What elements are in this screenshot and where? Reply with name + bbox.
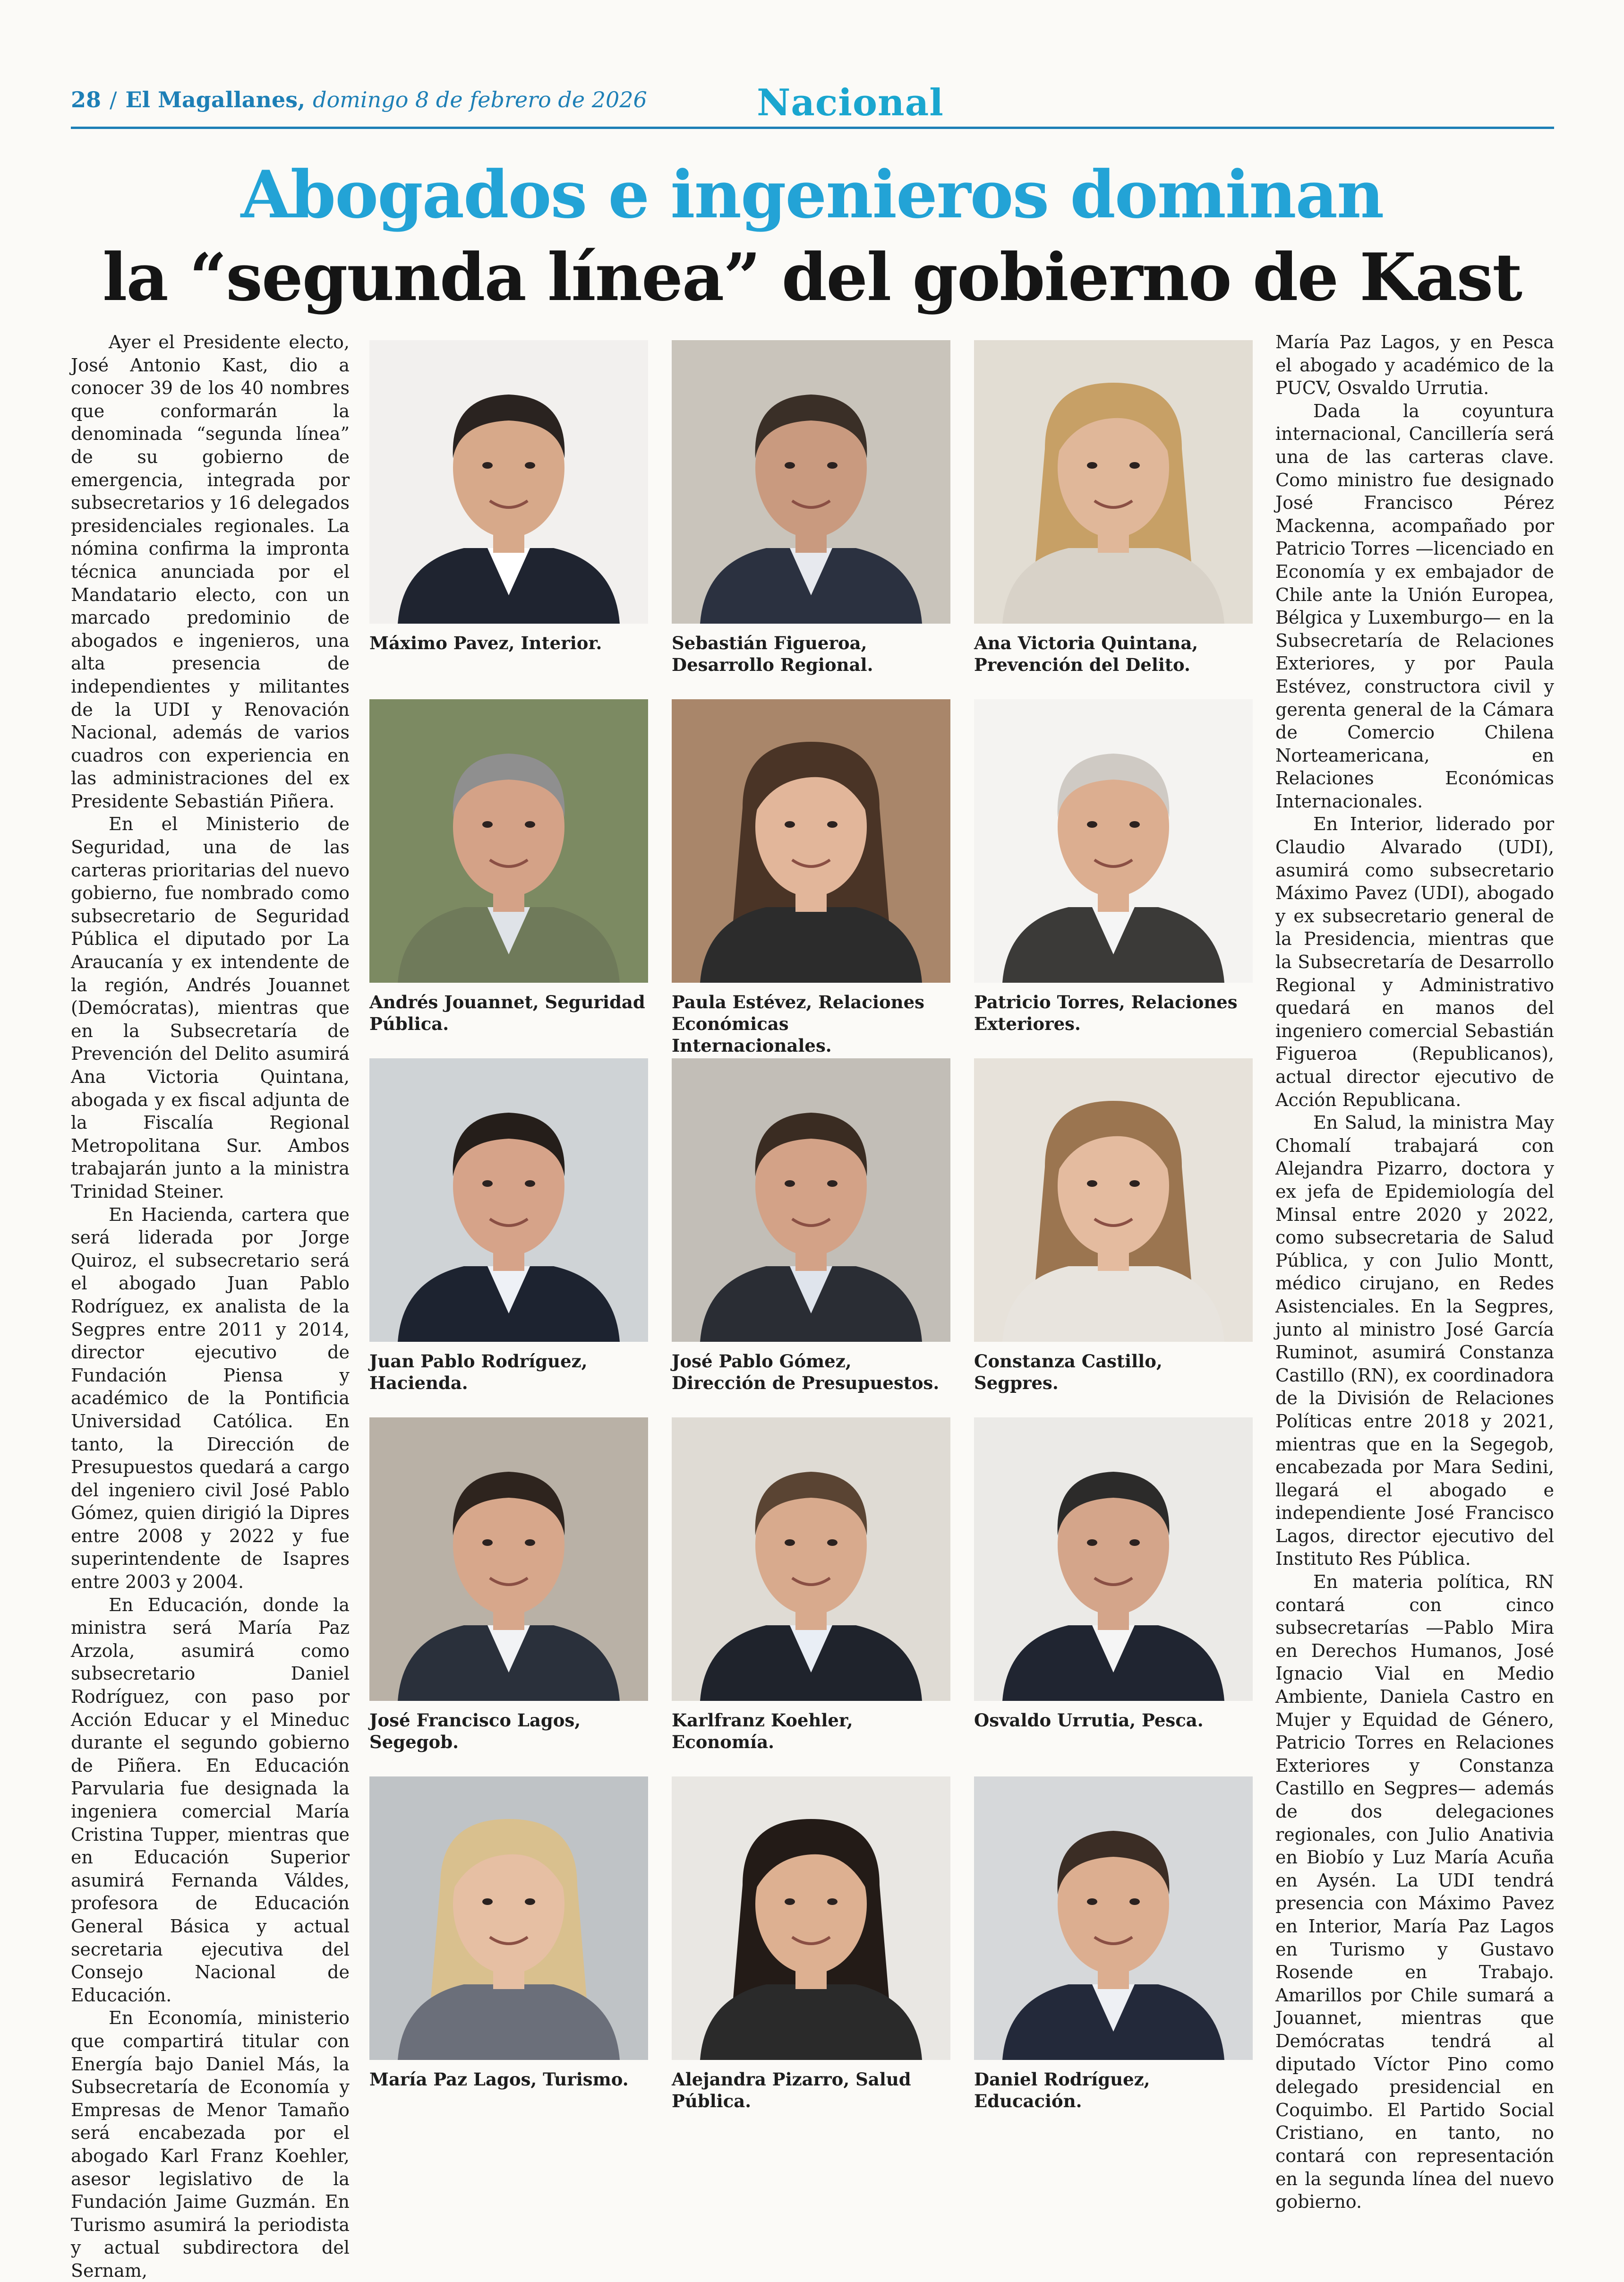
headline-line-2: la “segunda línea” del gobierno de Kast bbox=[103, 239, 1521, 316]
portrait-card bbox=[974, 1776, 1253, 2129]
portrait-card bbox=[369, 1417, 648, 1770]
article-paragraph: En Interior, liderado por Claudio Alvarado (UDI), asumirá como subsecretario Máximo Pavez (UDI), abogado y ex subsecretario general de la Presidencia, mientras que la Subsecretaría de Desarrollo Regional y Administrativo quedará en manos del ingeniero comercial Sebastián Figueroa (Republicanos), actual director ejecutivo de Acción Republicana. bbox=[1275, 814, 1554, 1110]
article-paragraph: En materia política, RN contará con cinco subsecretarías —Pablo Mira en Derechos Humanos, José Ignacio Vial en Medio Ambiente, Daniela Castro en Mujer y Equidad de Género, Patricio Torres en Relaciones Exteriores y Constanza Castillo en Segpres— además de dos delegaciones regionales, con Julio Anativia en Biobío y Luz María Acuña en Aysén. La UDI tendrá presencia con Máximo Pavez en Interior, María Paz Lagos en Turismo y Gustavo Rosende en Trabajo. Amarillos por Chile sumará a Jouannet, mientras que Demócratas tendrá al diputado Víctor Pino como delegado presidencial en Coquimbo. El Partido Social Cristiano, en tanto, no contará con representación en la segunda línea del nuevo gobierno. bbox=[1275, 1571, 1554, 2213]
portrait-eye-right bbox=[1129, 1180, 1140, 1187]
portrait-caption: José Pablo Gómez, Dirección de Presupuestos. bbox=[672, 1351, 940, 1393]
portrait-card bbox=[974, 1417, 1253, 1770]
portrait-card bbox=[672, 1417, 950, 1770]
page-header bbox=[71, 83, 1554, 126]
portrait-eye-right bbox=[525, 1898, 535, 1905]
portrait-eye-left bbox=[482, 1180, 493, 1187]
portrait-eye-right bbox=[525, 1539, 535, 1546]
portrait-photo bbox=[672, 340, 950, 624]
portrait-eye-left bbox=[785, 1180, 795, 1187]
header-rule bbox=[71, 127, 1554, 129]
portrait-eye-right bbox=[827, 1898, 838, 1905]
portrait-eye-left bbox=[1087, 1180, 1097, 1187]
portrait-illustration bbox=[672, 699, 950, 983]
portrait-eye-right bbox=[1129, 1539, 1140, 1546]
portrait-grid bbox=[369, 340, 1257, 2111]
portrait-photo bbox=[974, 1058, 1253, 1342]
portrait-illustration bbox=[369, 1058, 648, 1342]
portrait-eye-left bbox=[1087, 1539, 1097, 1546]
portrait-illustration bbox=[974, 1776, 1253, 2060]
portrait-photo bbox=[672, 1776, 950, 2060]
article-paragraph: En Hacienda, cartera que será liderada por Jorge Quiroz, el subsecretario será el abogado Juan Pablo Rodríguez, ex analista de la Segpres entre 2011 y 2014, director ejecutivo de Fundación Piensa y académico de la Pontificia Universidad Católica. En tanto, la Dirección de Presupuestos quedará a cargo del ingeniero civil José Pablo Gómez, quien dirigió la Dipres entre 2008 y 2022 y fue superintendente de Isapres entre 2003 y 2004. bbox=[71, 1204, 350, 1593]
portrait-eye-right bbox=[525, 462, 535, 469]
portrait-eye-right bbox=[525, 821, 535, 828]
portrait-photo bbox=[672, 1058, 950, 1342]
portrait-illustration bbox=[974, 1417, 1253, 1701]
portrait-caption: Juan Pablo Rodríguez, Hacienda. bbox=[369, 1351, 588, 1393]
portrait-card bbox=[974, 1058, 1253, 1411]
portrait-eye-right bbox=[1129, 462, 1140, 469]
folio bbox=[71, 87, 647, 112]
portrait-photo bbox=[369, 1417, 648, 1701]
article-paragraph: María Paz Lagos, y en Pesca el abogado y académico de la PUCV, Osvaldo Urrutia. bbox=[1275, 332, 1554, 399]
portrait-photo bbox=[369, 1776, 648, 2060]
portrait-caption: Osvaldo Urrutia, Pesca. bbox=[974, 1710, 1204, 1731]
portrait-illustration bbox=[974, 340, 1253, 624]
portrait-illustration bbox=[369, 340, 648, 624]
portrait-illustration bbox=[974, 699, 1253, 983]
portrait-caption: Paula Estévez, Relaciones Económicas Internacionales. bbox=[672, 992, 924, 1056]
article-paragraph: En Salud, la ministra May Chomalí trabajará con Alejandra Pizarro, doctora y ex jefa de Epidemiología del Minsal entre 2020 y 2022, como subsecretaria de Salud Pública, y con Julio Montt, médico cirujano, en Redes Asistenciales. En la Segpres, junto al ministro José García Ruminot, asumirá Constanza Castillo (RN), ex coordinadora de la División de Relaciones Políticas entre 2018 y 2021, mientras que en la Segegob, encabezada por Mara Sedini, llegará el abogado e independiente José Francisco Lagos, director ejecutivo del Instituto Res Pública. bbox=[1275, 1112, 1554, 1570]
portrait-card bbox=[369, 1776, 648, 2129]
page-number: 28 bbox=[71, 87, 102, 112]
portrait-illustration bbox=[369, 699, 648, 983]
portrait-card bbox=[672, 1058, 950, 1411]
portrait-eye-right bbox=[827, 462, 838, 469]
issue-date: domingo 8 de febrero de 2026 bbox=[313, 87, 647, 112]
article-right-column bbox=[1275, 331, 1554, 2213]
portrait-illustration bbox=[974, 1058, 1253, 1342]
portrait-eye-right bbox=[1129, 821, 1140, 828]
portrait-eye-left bbox=[785, 1539, 795, 1546]
portrait-card bbox=[672, 1776, 950, 2129]
portrait-eye-right bbox=[525, 1180, 535, 1187]
portrait-illustration bbox=[369, 1417, 648, 1701]
portrait-photo bbox=[672, 699, 950, 983]
portrait-eye-right bbox=[827, 821, 838, 828]
portrait-caption: José Francisco Lagos, Segegob. bbox=[369, 1710, 581, 1752]
portrait-photo bbox=[974, 340, 1253, 624]
portrait-photo bbox=[974, 1417, 1253, 1701]
newspaper-name: El Magallanes, bbox=[125, 87, 306, 112]
portrait-eye-left bbox=[1087, 462, 1097, 469]
portrait-photo bbox=[974, 699, 1253, 983]
portrait-eye-right bbox=[827, 1180, 838, 1187]
portrait-eye-left bbox=[482, 821, 493, 828]
portrait-caption: Andrés Jouannet, Seguridad Pública. bbox=[369, 992, 645, 1034]
article-paragraph: Ayer el Presidente electo, José Antonio Kast, dio a conocer 39 de los 40 nombres que conformarán la denominada “segunda línea” de su gobierno de emergencia, integrada por subsecretarios y 16 delegados presidenciales regionales. La nómina confirma la impronta técnica anunciada por el Mandatario electo, con un marcado predominio de abogados e ingenieros, una alta presencia de independientes y militantes de la UDI y Renovación Nacional, además de varios cuadros con experiencia en las administraciones del ex Presidente Sebastián Piñera. bbox=[71, 332, 350, 812]
portrait-eye-right bbox=[827, 1539, 838, 1546]
section-title: Nacional bbox=[757, 81, 944, 124]
article-paragraph: En Educación, donde la ministra será María Paz Arzola, asumirá como subsecretario Daniel Rodríguez, con paso por Acción Educar y el Mineduc durante el segundo gobierno de Piñera. En Educación Parvularia fue designada la ingeniera comercial María Cristina Tupper, mientras que en Educación Superior asumirá Fernanda Váldes, profesora de Educación General Básica y actual secretaria ejecutiva del Consejo Nacional de Educación. bbox=[71, 1594, 350, 2006]
portrait-eye-left bbox=[482, 1539, 493, 1546]
portrait-card bbox=[672, 699, 950, 1056]
article-paragraph: Dada la coyuntura internacional, Cancillería será una de las carteras clave. Como ministro fue designado José Francisco Pérez Mackenna, acompañado por Patricio Torres —licenciado en Economía y ex embajador de Chile ante la Unión Europea, Bélgica y Luxemburgo— en la Subsecretaría de Relaciones Exteriores, y por Paula Estévez, constructora civil y gerenta general de la Cámara de Comercio Chilena Norteamericana, en Relaciones Económicas Internacionales. bbox=[1275, 400, 1554, 812]
portrait-eye-left bbox=[785, 462, 795, 469]
portrait-card bbox=[974, 699, 1253, 1052]
portrait-eye-left bbox=[482, 462, 493, 469]
portrait-card bbox=[369, 1058, 648, 1411]
headline-line-1: Abogados e ingenieros dominan bbox=[240, 156, 1384, 233]
portrait-illustration bbox=[672, 1058, 950, 1342]
portrait-caption: Sebastián Figueroa, Desarrollo Regional. bbox=[672, 633, 873, 675]
portrait-illustration bbox=[369, 1776, 648, 2060]
portrait-eye-left bbox=[482, 1898, 493, 1905]
portrait-eye-left bbox=[1087, 1898, 1097, 1905]
portrait-card bbox=[369, 340, 648, 693]
portrait-illustration bbox=[672, 1776, 950, 2060]
portrait-card bbox=[369, 699, 648, 1052]
portrait-caption: Ana Victoria Quintana, Prevención del Delito. bbox=[974, 633, 1198, 675]
portrait-card bbox=[672, 340, 950, 693]
portrait-photo bbox=[369, 340, 648, 624]
portrait-eye-left bbox=[785, 821, 795, 828]
portrait-illustration bbox=[672, 340, 950, 624]
portrait-photo bbox=[369, 1058, 648, 1342]
portrait-illustration bbox=[672, 1417, 950, 1701]
article-paragraph: En Economía, ministerio que compartirá titular con Energía bajo Daniel Más, la Subsecretaría de Economía y Empresas de Menor Tamaño será encabezada por el abogado Karl Franz Koehler, asesor legislativo de la Fundación Jaime Guzmán. En Turismo asumirá la periodista y actual subdirectora del Sernam, bbox=[71, 2007, 350, 2281]
portrait-caption: Alejandra Pizarro, Salud Pública. bbox=[672, 2069, 911, 2111]
portrait-photo bbox=[672, 1417, 950, 1701]
portrait-eye-left bbox=[1087, 821, 1097, 828]
portrait-caption: Constanza Castillo, Segpres. bbox=[974, 1351, 1162, 1393]
portrait-eye-right bbox=[1129, 1898, 1140, 1905]
portrait-card bbox=[974, 340, 1253, 693]
article-paragraph: En el Ministerio de Seguridad, una de las carteras prioritarias del nuevo gobierno, fue nombrado como subsecretario de Seguridad Pública el diputado por La Araucanía y ex intendente de la región, Andrés Jouannet (Demócratas), mientras que en la Subsecretaría de Prevención del Delito asumirá Ana Victoria Quintana, abogada y ex fiscal adjunta de la Fiscalía Regional Metropolitana Sur. Ambos trabajarán junto a la ministra Trinidad Steiner. bbox=[71, 814, 350, 1202]
portrait-caption: Karlfranz Koehler, Economía. bbox=[672, 1710, 853, 1752]
portrait-caption: Patricio Torres, Relaciones Exteriores. bbox=[974, 992, 1238, 1034]
portrait-eye-left bbox=[785, 1898, 795, 1905]
article-left-column bbox=[71, 331, 350, 2281]
portrait-caption: María Paz Lagos, Turismo. bbox=[369, 2069, 629, 2090]
portrait-photo bbox=[974, 1776, 1253, 2060]
folio-separator: / bbox=[110, 87, 117, 112]
portrait-caption: Máximo Pavez, Interior. bbox=[369, 633, 602, 653]
portrait-photo bbox=[369, 699, 648, 983]
portrait-caption: Daniel Rodríguez, Educación. bbox=[974, 2069, 1150, 2111]
